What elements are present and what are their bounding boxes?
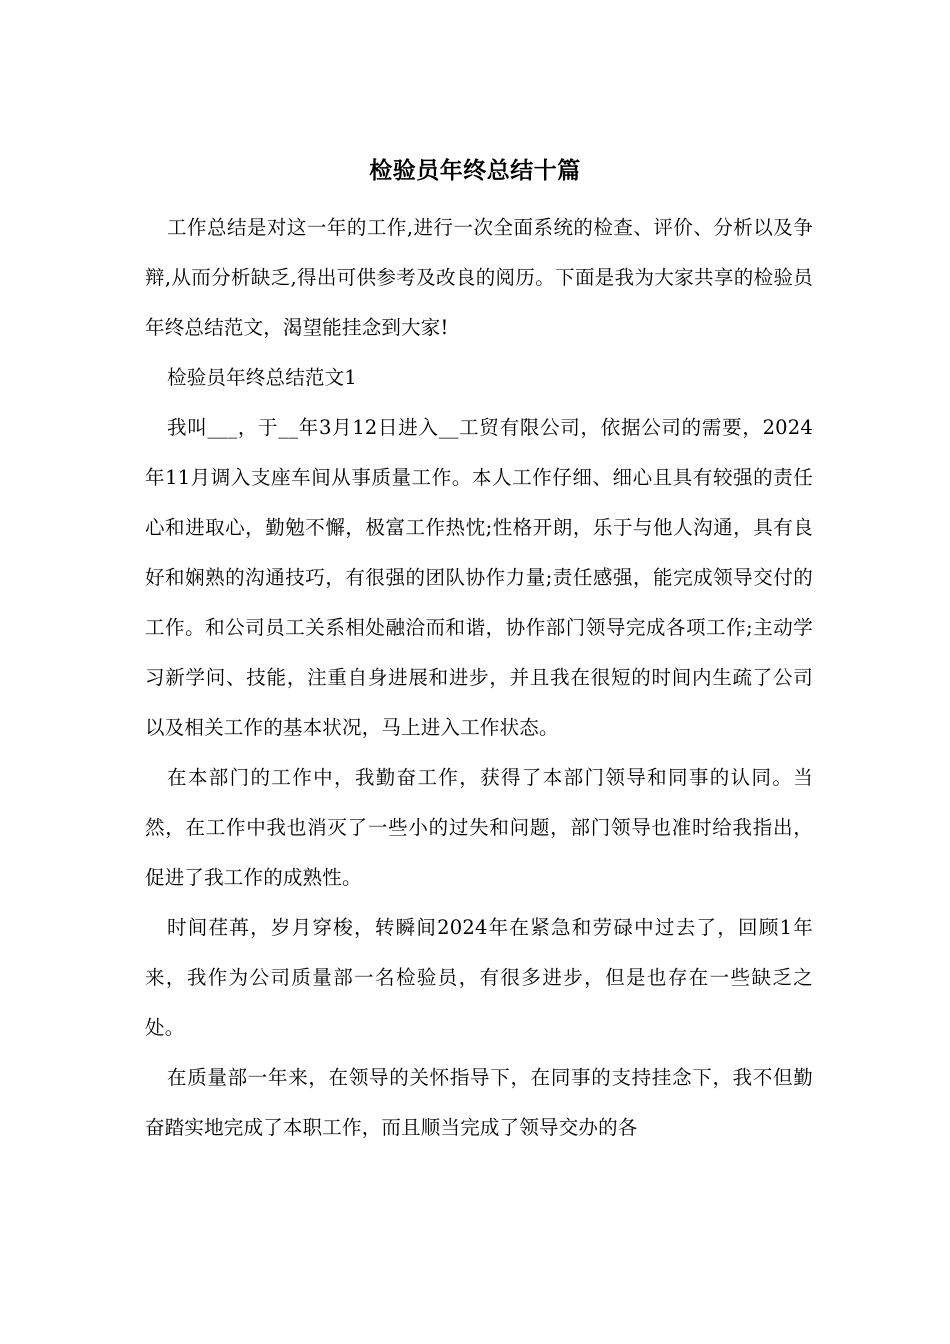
section-heading: 检验员年终总结范文1 — [167, 366, 357, 389]
intro-paragraph: 工作总结是对这一年的工作,进行一次全面系统的检查、评价、分析以及争辩,从而分析缺乏,得出可供参考及改良的阅历。下面是我为大家共享的检验员年终总结范文，渴望能挂念到大家! — [145, 216, 813, 339]
document-title: 检验员年终总结十篇 — [369, 158, 581, 184]
body-paragraph: 在本部门的工作中，我勤奋工作，获得了本部门领导和同事的认同。当然，在工作中我也消灭了一些小的过失和问题，部门领导也准时给我指出，促进了我工作的成熟性。 — [145, 766, 813, 889]
body-paragraph: 在质量部一年来，在领导的关怀指导下，在同事的支持挂念下，我不但勤奋踏实地完成了本职工作，而且顺当完成了领导交办的各 — [145, 1066, 813, 1139]
body-paragraph: 我叫___，于__年3月12日进入__工贸有限公司，依据公司的需要，2024年11月调入支座车间从事质量工作。本人工作仔细、细心且具有较强的责任心和进取心，勤勉不懈，极富工作热忱;性格开朗，乐于与他人沟通，具有良好和娴熟的沟通技巧，有很强的团队协作力量;责任感强，能完成领导交付的工作。和公司员工关系相处融洽而和谐，协作部门领导完成各项工作;主动学习新学问、技能，注重自身进展和进步，并且我在很短的时间内生疏了公司以及相关工作的基本状况，马上进入工作状态。 — [145, 416, 813, 739]
body-paragraph: 时间荏苒，岁月穿梭，转瞬间2024年在紧急和劳碌中过去了，回顾1年来，我作为公司质量部一名检验员，有很多进步，但是也存在一些缺乏之处。 — [145, 916, 813, 1039]
document-body — [145, 203, 813, 1153]
